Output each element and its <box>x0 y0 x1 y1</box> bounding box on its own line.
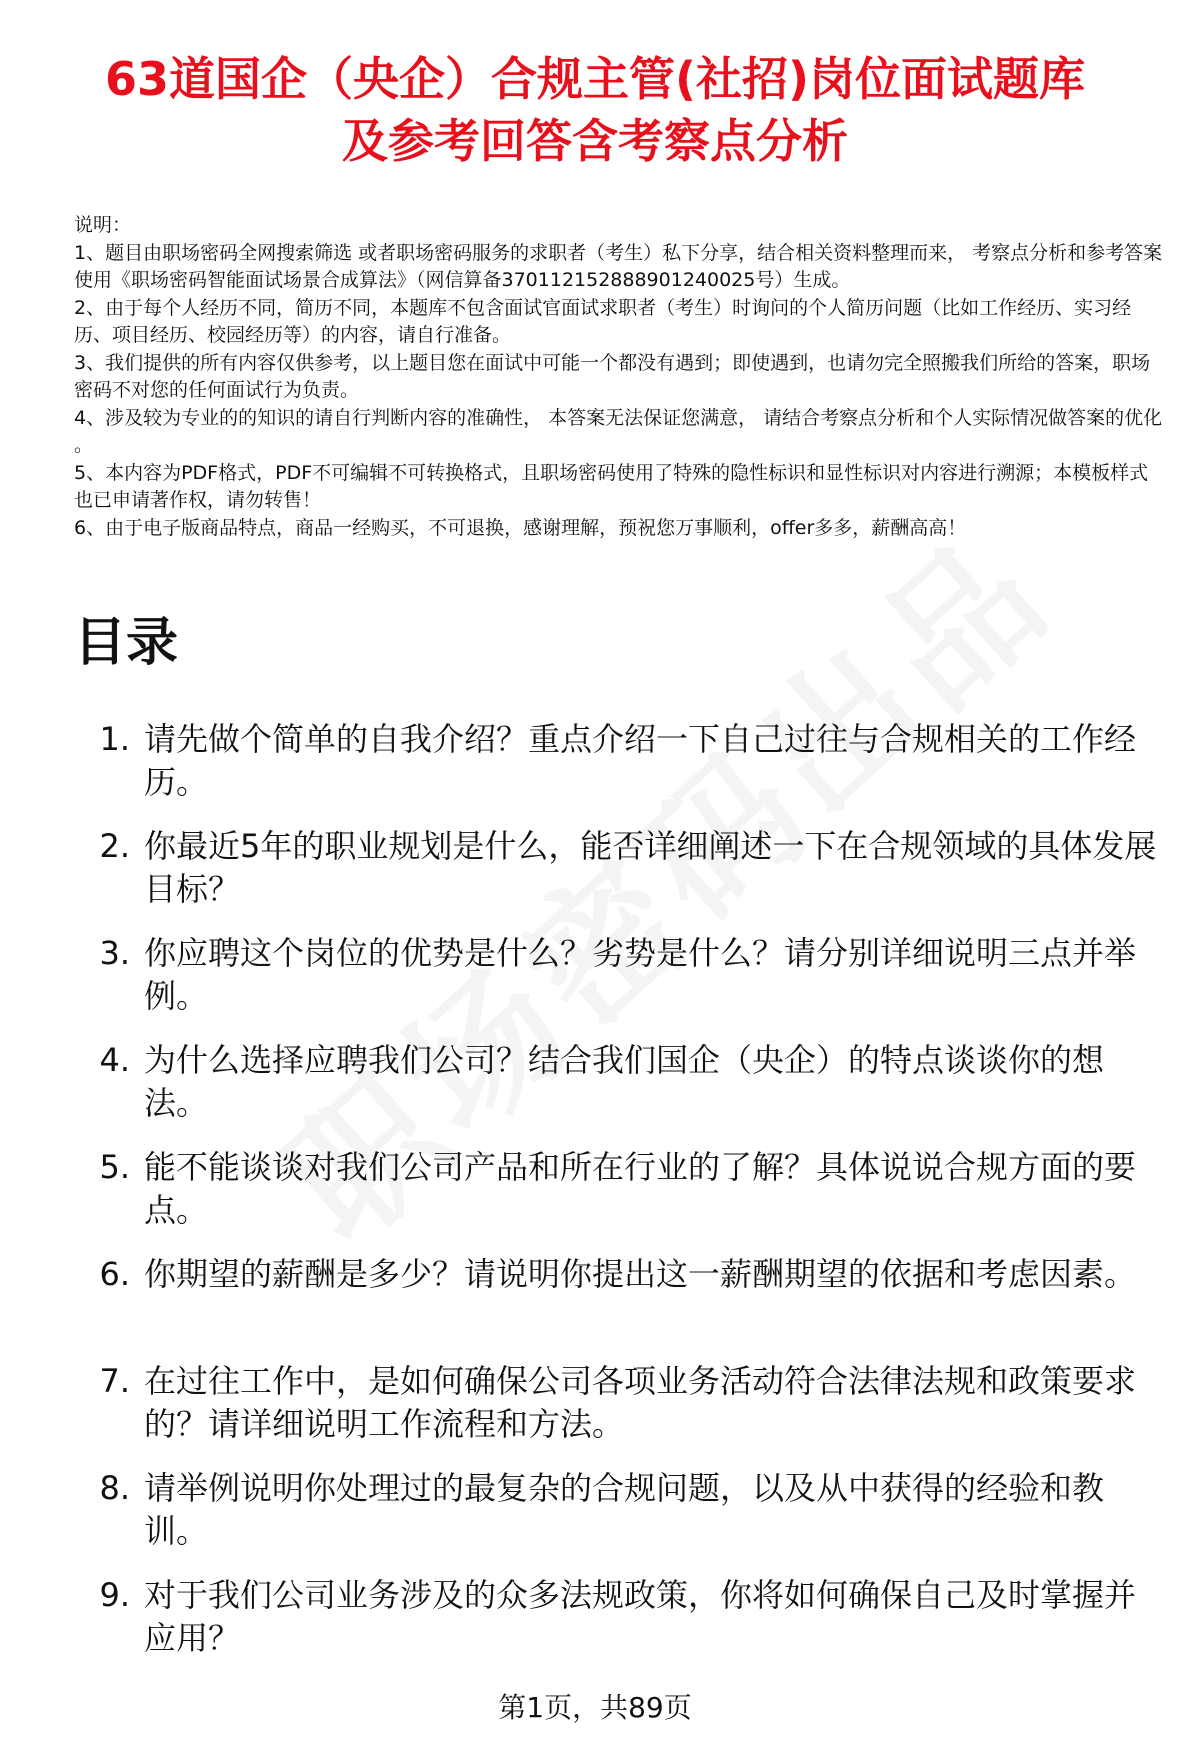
toc-number: 5. <box>99 1148 130 1186</box>
toc-item-4[interactable] <box>74 1039 1164 1146</box>
toc-text: 你期望的薪酬是多少？请说明你提出这一薪酬期望的依据和考虑因素。 <box>144 1255 1137 1293</box>
toc-number: 6. <box>99 1255 130 1293</box>
toc-heading: 目录 <box>74 613 179 673</box>
toc-number: 4. <box>99 1041 130 1079</box>
note-item: 6、由于电子版商品特点，商品一经购买，不可退换，感谢理解，预祝您万事顺利，offer多多，薪酬高高！ <box>74 516 967 539</box>
toc-item-6[interactable] <box>74 1253 1164 1360</box>
toc-list <box>74 718 1164 1681</box>
toc-item-8[interactable] <box>74 1467 1164 1574</box>
toc-item-1[interactable] <box>74 718 1164 825</box>
toc-text: 对于我们公司业务涉及的众多法规政策，你将如何确保自己及时掌握并应用？ <box>144 1576 1137 1657</box>
toc-text: 为什么选择应聘我们公司？结合我们国企（央企）的特点谈谈你的想法。 <box>144 1041 1105 1122</box>
title-line-2: 及参考回答含考察点分析 <box>342 114 848 168</box>
note-item: 3、我们提供的所有内容仅供参考，以上题目您在面试中可能一个都没有遇到；即使遇到，也请勿完全照搬我们所给的答案，职场密码不对您的任何面试行为负责。 <box>74 351 1151 401</box>
toc-item-2[interactable] <box>74 825 1164 932</box>
notes-section <box>74 212 1164 542</box>
note-item: 2、由于每个人经历不同，简历不同，本题库不包含面试官面试求职者（考生）时询问的个人简历问题（比如工作经历、实习经历、项目经历、校园经历等）的内容，请自行准备。 <box>74 296 1132 346</box>
toc-number: 2. <box>99 827 130 865</box>
toc-number: 7. <box>99 1362 130 1400</box>
toc-text: 你应聘这个岗位的优势是什么？劣势是什么？请分别详细说明三点并举例。 <box>144 934 1137 1015</box>
note-item: 1、题目由职场密码全网搜索筛选 或者职场密码服务的求职者（考生）私下分享，结合相关资料整理而来， 考察点分析和参考答案使用《职场密码智能面试场景合成算法》（网信算备370112152888901240025号）生成。 <box>74 241 1163 291</box>
toc-number: 1. <box>99 720 130 758</box>
page-footer: 第1页，共89页 <box>498 1691 692 1724</box>
page-title <box>40 48 1150 172</box>
notes-heading: 说明： <box>74 214 132 236</box>
toc-text: 在过往工作中，是如何确保公司各项业务活动符合法律法规和政策要求的？请详细说明工作流程和方法。 <box>144 1362 1137 1443</box>
toc-number: 8. <box>99 1469 130 1507</box>
toc-item-7[interactable] <box>74 1360 1164 1467</box>
toc-item-9[interactable] <box>74 1574 1164 1681</box>
title-line-1: 63道国企（央企）合规主管(社招)岗位面试题库 <box>104 52 1086 106</box>
toc-text: 请先做个简单的自我介绍？重点介绍一下自己过往与合规相关的工作经历。 <box>144 720 1137 801</box>
toc-number: 9. <box>99 1576 130 1614</box>
note-item: 5、本内容为PDF格式，PDF不可编辑不可转换格式，且职场密码使用了特殊的隐性标识和显性标识对内容进行溯源；本模板样式也已申请著作权，请勿转售！ <box>74 461 1149 511</box>
note-item: 4、涉及较为专业的的知识的请自行判断内容的准确性， 本答案无法保证您满意， 请结合考察点分析和个人实际情况做答案的优化 。 <box>74 406 1163 456</box>
toc-item-5[interactable] <box>74 1146 1164 1253</box>
toc-text: 能不能谈谈对我们公司产品和所在行业的了解？具体说说合规方面的要点。 <box>144 1148 1137 1229</box>
toc-item-3[interactable] <box>74 932 1164 1039</box>
toc-number: 3. <box>99 934 130 972</box>
toc-text: 你最近5年的职业规划是什么，能否详细阐述一下在合规领域的具体发展目标？ <box>144 827 1157 908</box>
toc-text: 请举例说明你处理过的最复杂的合规问题，以及从中获得的经验和教训。 <box>144 1469 1105 1550</box>
